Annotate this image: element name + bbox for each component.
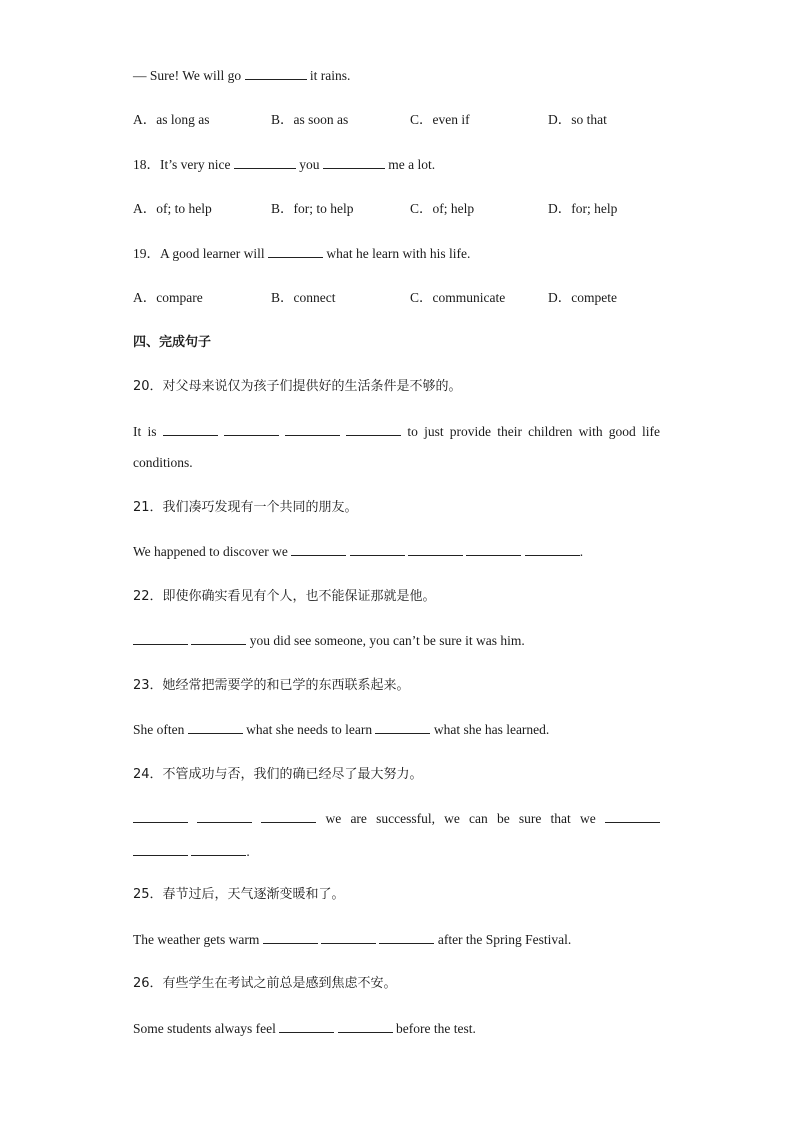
- q18-text-c: me a lot.: [388, 157, 436, 172]
- q24-word: that: [550, 811, 571, 826]
- q25-blank-1[interactable]: [263, 931, 318, 944]
- q22-answer-line: [133, 632, 525, 650]
- q26-blank-1[interactable]: [279, 1020, 334, 1033]
- q20-word: to: [407, 424, 418, 439]
- q19-text-b: what he learn with his life.: [326, 246, 471, 261]
- q22-blank-1[interactable]: [133, 632, 188, 645]
- q20-prompt: 20．对父母来说仅为孩子们提供好的生活条件是不够的。: [133, 379, 462, 394]
- q25-prompt: 25．春节过后，天气逐渐变暖和了。: [133, 887, 345, 902]
- q17-option-a[interactable]: A．as long as: [133, 112, 210, 127]
- q24-word: we: [444, 811, 460, 826]
- q20-blank-1[interactable]: [163, 423, 218, 436]
- q24-answer-line: [133, 810, 660, 828]
- q20-word: provide: [449, 424, 492, 439]
- q21-prompt: 21．我们凑巧发现有一个共同的朋友。: [133, 500, 358, 515]
- q24-blank-3[interactable]: [261, 810, 316, 823]
- q24-period: .: [246, 844, 250, 859]
- q22-prompt: 22．即使你确实看见有个人，也不能保证那就是他。: [133, 589, 436, 604]
- q18-blank-2[interactable]: [323, 156, 385, 169]
- q25-text-b: after the Spring Festival.: [437, 932, 572, 947]
- q21-blank-4[interactable]: [466, 543, 521, 556]
- q17-option-d[interactable]: D．so that: [548, 112, 607, 127]
- q18-text-b: you: [299, 157, 320, 172]
- q26-text-a: Some students always feel: [133, 1021, 276, 1036]
- q24-blank-6[interactable]: [191, 843, 246, 856]
- q20-answer-line-2: conditions.: [133, 455, 193, 470]
- q18-option-d[interactable]: D．for; help: [548, 201, 618, 216]
- q24-word: are: [350, 811, 367, 826]
- q25-answer-line: [133, 931, 571, 949]
- q18-text-a: 18．It’s very nice: [133, 157, 231, 172]
- section-title: 四、完成句子: [133, 335, 212, 350]
- q19-stem: [133, 245, 470, 263]
- q24-word: be: [496, 811, 510, 826]
- q24-blank-4[interactable]: [605, 810, 660, 823]
- q17-blank[interactable]: [245, 67, 307, 80]
- q23-text-b: what she needs to learn: [246, 722, 373, 737]
- q18-blank-1[interactable]: [234, 156, 296, 169]
- q21-period: .: [579, 544, 584, 559]
- q17-option-c[interactable]: C．even if: [410, 112, 470, 127]
- q20-word: good: [608, 424, 636, 439]
- q18-stem: [133, 156, 435, 174]
- q24-word: we: [579, 811, 596, 826]
- q20-word: children: [528, 424, 573, 439]
- q21-text: We happened to discover we: [133, 544, 288, 559]
- q25-blank-2[interactable]: [321, 931, 376, 944]
- q25-text-a: The weather gets warm: [133, 932, 260, 947]
- q20-word: their: [497, 424, 522, 439]
- q23-blank-1[interactable]: [188, 721, 243, 734]
- q24-word: successful,: [376, 811, 435, 826]
- q23-text-c: what she has learned.: [433, 722, 550, 737]
- q20-word: just: [424, 424, 444, 439]
- q18-option-c[interactable]: C．of; help: [410, 201, 475, 216]
- q22-text: you did see someone, you can’t be sure it was him.: [249, 633, 525, 648]
- q23-prompt: 23．她经常把需要学的和已学的东西联系起来。: [133, 678, 410, 693]
- q19-text-a: 19．A good learner will: [133, 246, 265, 261]
- q18-option-b[interactable]: B．for; to help: [271, 201, 354, 216]
- q24-blank-1[interactable]: [133, 810, 188, 823]
- q21-blank-2[interactable]: [350, 543, 405, 556]
- q24-word: can: [469, 811, 488, 826]
- q18-option-a[interactable]: A．of; to help: [133, 201, 212, 216]
- q24-prompt: 24．不管成功与否，我们的确已经尽了最大努力。: [133, 767, 423, 782]
- q19-option-a[interactable]: A．compare: [133, 290, 203, 305]
- q24-word: we: [325, 811, 342, 826]
- q26-answer-line: [133, 1020, 476, 1038]
- q20-answer-line: [133, 423, 660, 441]
- q23-blank-2[interactable]: [375, 721, 430, 734]
- q19-option-b[interactable]: B．connect: [271, 290, 336, 305]
- q17-text-a: — Sure! We will go: [133, 68, 242, 83]
- q17-answer-line: [133, 67, 350, 85]
- q24-blank-5[interactable]: [133, 843, 188, 856]
- q19-option-c[interactable]: C．communicate: [410, 290, 506, 305]
- q26-prompt: 26．有些学生在考试之前总是感到焦虑不安。: [133, 976, 397, 991]
- q20-blank-3[interactable]: [285, 423, 340, 436]
- q20-word: It: [133, 424, 142, 439]
- q20-word: with: [578, 424, 603, 439]
- q22-blank-2[interactable]: [191, 632, 246, 645]
- q17-option-b[interactable]: B．as soon as: [271, 112, 349, 127]
- q26-blank-2[interactable]: [338, 1020, 393, 1033]
- q21-blank-1[interactable]: [291, 543, 346, 556]
- q24-answer-line-2: [133, 843, 250, 861]
- q20-blank-4[interactable]: [346, 423, 401, 436]
- q21-blank-5[interactable]: [525, 543, 580, 556]
- q20-word: is: [147, 424, 157, 439]
- q23-answer-line: [133, 721, 549, 739]
- q19-option-d[interactable]: D．compete: [548, 290, 617, 305]
- q24-word: sure: [518, 811, 542, 826]
- q23-text-a: She often: [133, 722, 185, 737]
- q21-answer-line: [133, 543, 583, 561]
- q24-blank-2[interactable]: [197, 810, 252, 823]
- q20-blank-2[interactable]: [224, 423, 279, 436]
- q20-word: life: [641, 424, 660, 439]
- q21-blank-3[interactable]: [408, 543, 463, 556]
- q26-text-b: before the test.: [395, 1021, 476, 1036]
- q25-blank-3[interactable]: [379, 931, 434, 944]
- q17-text-b: it rains.: [309, 68, 351, 83]
- q19-blank[interactable]: [268, 245, 323, 258]
